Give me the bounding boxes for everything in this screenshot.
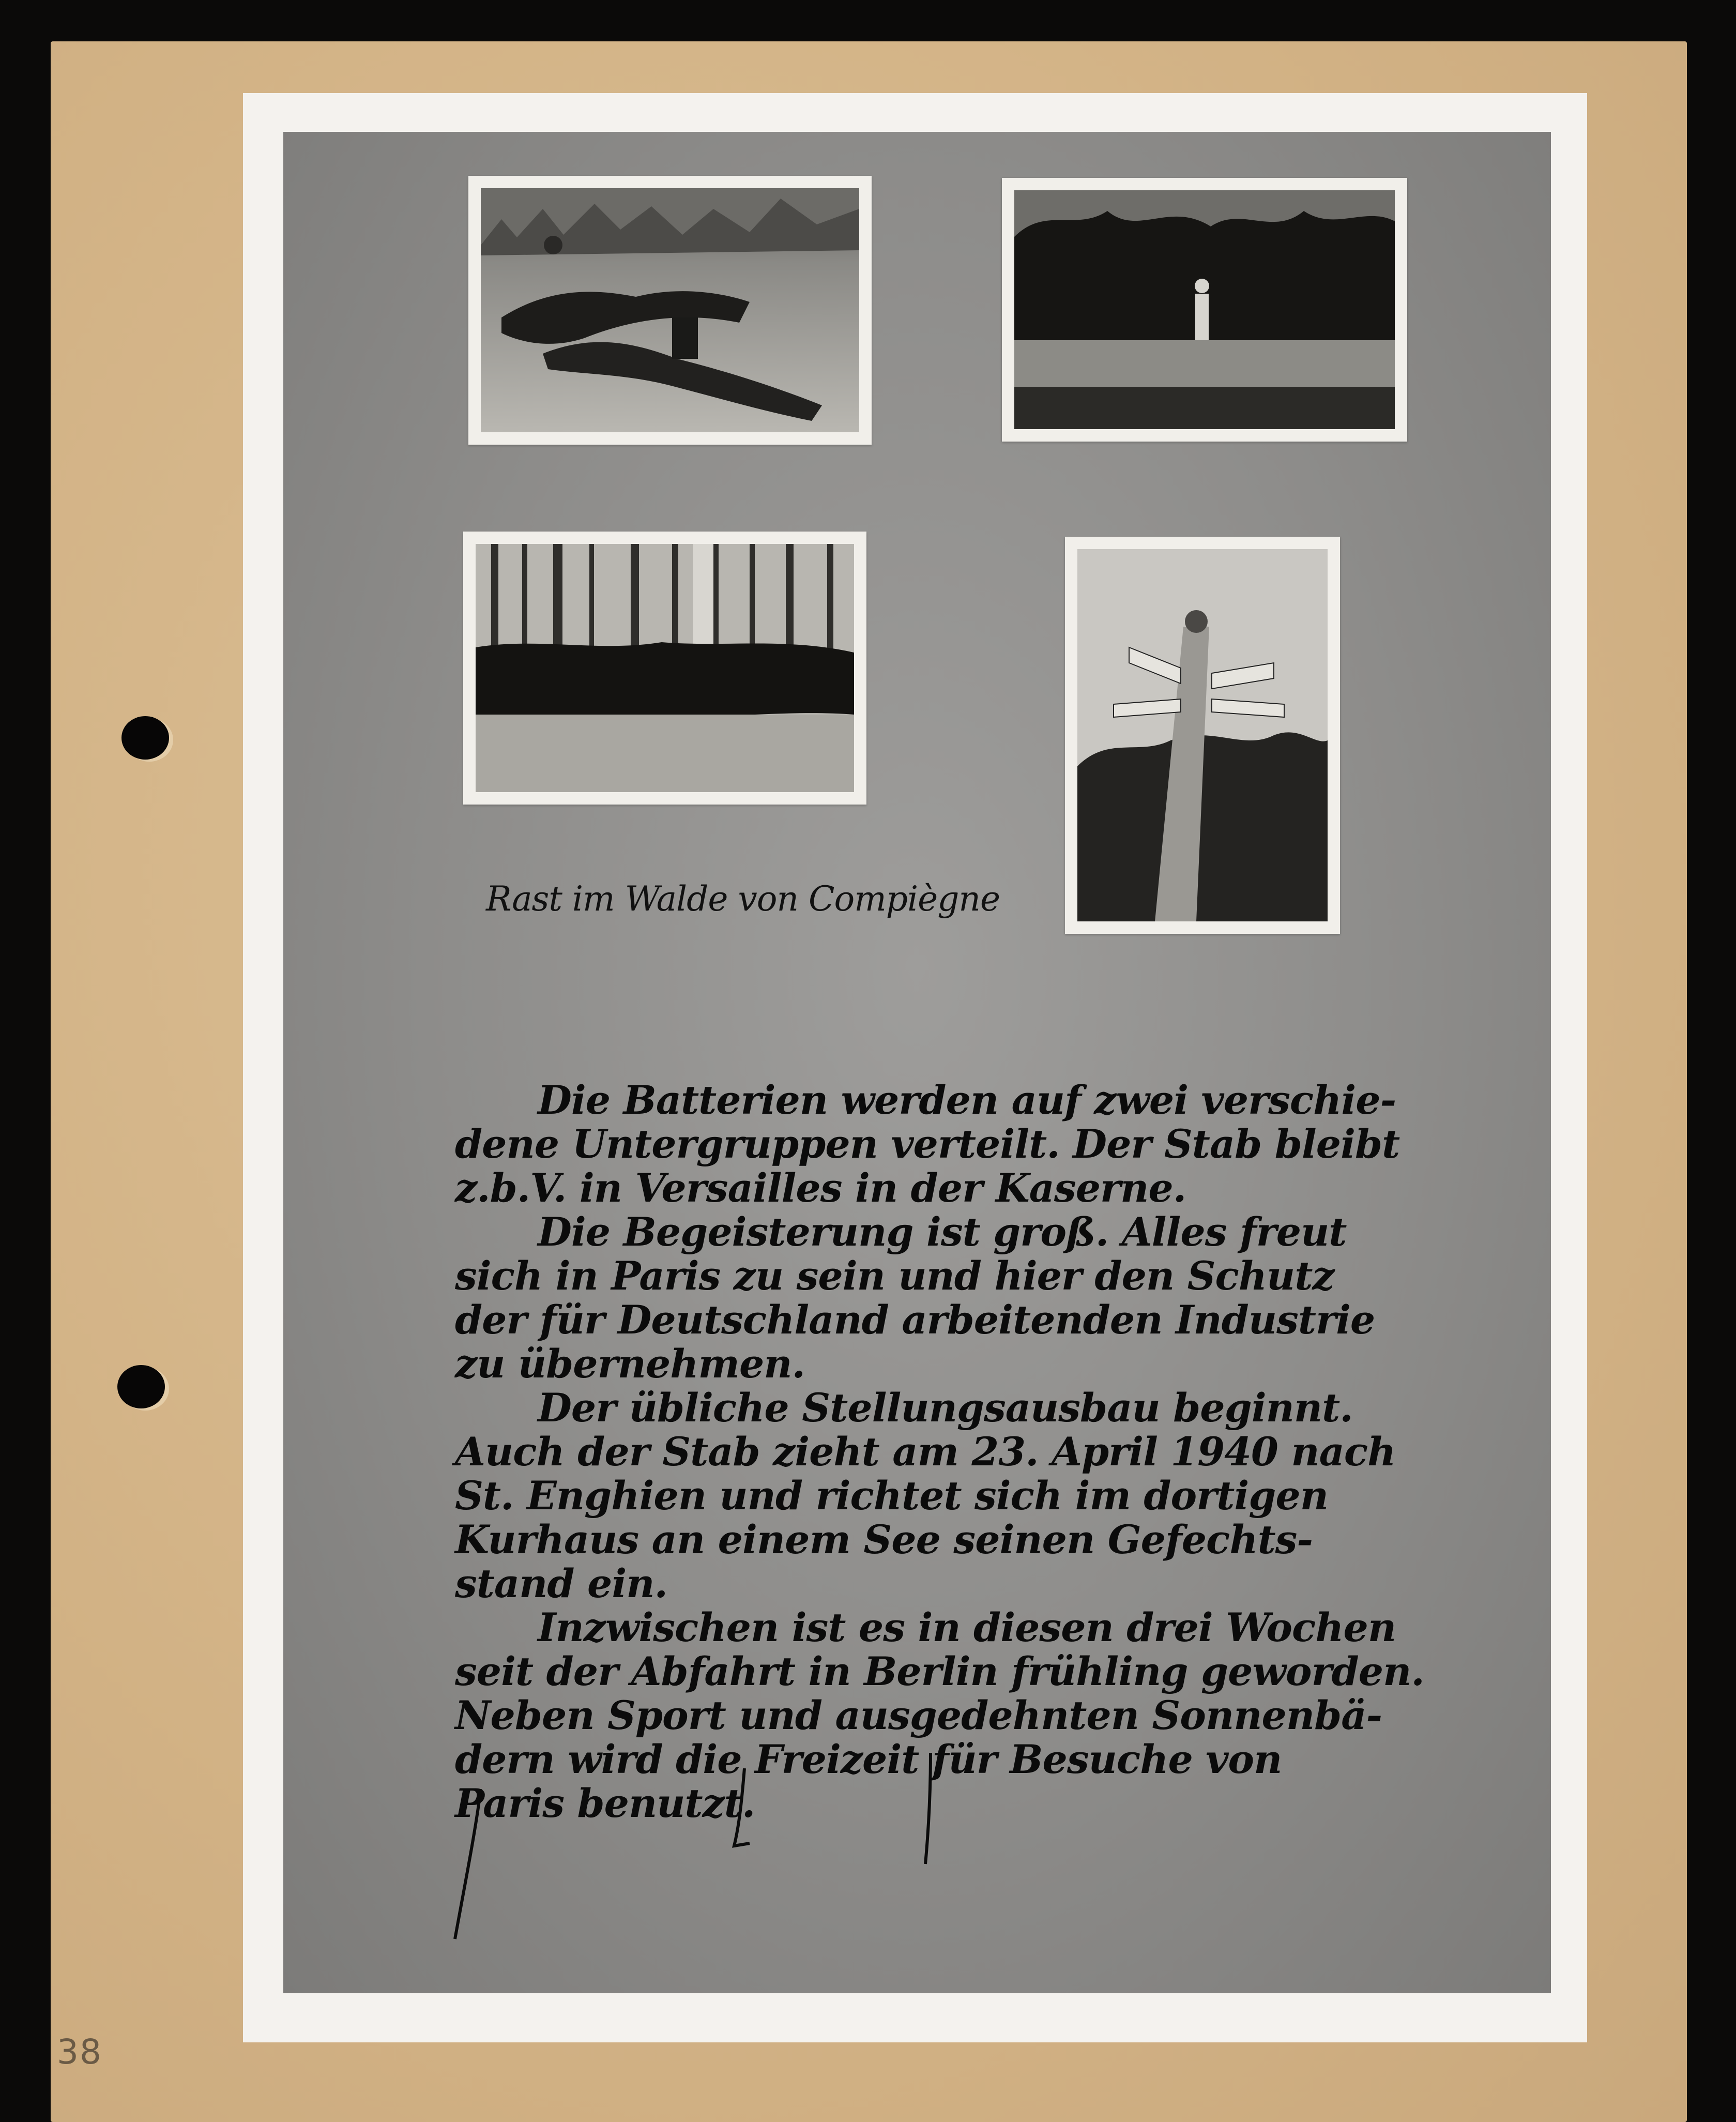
text-line: Der übliche Stellungsausbau beginnt. [538, 1385, 1353, 1431]
text-line: stand ein. [455, 1560, 667, 1606]
calligraphy-flourish-icon [910, 1753, 951, 1867]
text-line: Neben Sport und ausgedehnten Sonnenbä- [455, 1692, 1382, 1738]
text-line: der für Deutschland arbeitenden Industrie [455, 1297, 1375, 1343]
text-line: dern wird die Freizeit für Besuche von [455, 1736, 1282, 1782]
photo-soldiers-resting-field [468, 176, 872, 445]
text-line: Die Begeisterung ist groß. Alles freut [538, 1209, 1347, 1255]
photo-caption: Rast im Walde von Compiègne [486, 879, 1000, 919]
punch-hole-bottom [117, 1365, 165, 1408]
photo-soldiers-resting-forest [463, 532, 866, 805]
text-line [455, 1078, 1448, 1122]
text-line: zu übernehmen. [455, 1341, 805, 1387]
text-line: Inzwischen ist es in diesen drei Wochen [538, 1604, 1396, 1650]
text-line: dene Untergruppen verteilt. Der Stab bleibt [455, 1121, 1400, 1167]
text-line: Paris benutzt. [455, 1780, 755, 1826]
text-line: z.b.V. in Versailles in der Kaserne. [455, 1165, 1186, 1211]
photo-forest-clearing-statue [1002, 178, 1407, 442]
calligraphy-flourish-icon [719, 1768, 760, 1851]
punch-hole-top [121, 716, 169, 760]
text-line: sich in Paris zu sein und hier den Schutz [455, 1253, 1334, 1299]
photo-signpost [1065, 537, 1340, 934]
text-line: St. Enghien und richtet sich im dortigen [455, 1473, 1328, 1519]
page-number: 38 [57, 2032, 102, 2072]
text-line-content: Die Batterien werden auf zwei verschie- [538, 1077, 1396, 1123]
text-line: seit der Abfahrt in Berlin frühling geworden. [455, 1648, 1424, 1694]
text-line: Kurhaus an einem See seinen Gefechts- [455, 1517, 1313, 1563]
calligraphy-flourish-icon [445, 1789, 507, 1944]
handwritten-text-block [455, 1078, 1448, 1825]
text-line: Auch der Stab zieht am 23. April 1940 nach [455, 1429, 1396, 1475]
